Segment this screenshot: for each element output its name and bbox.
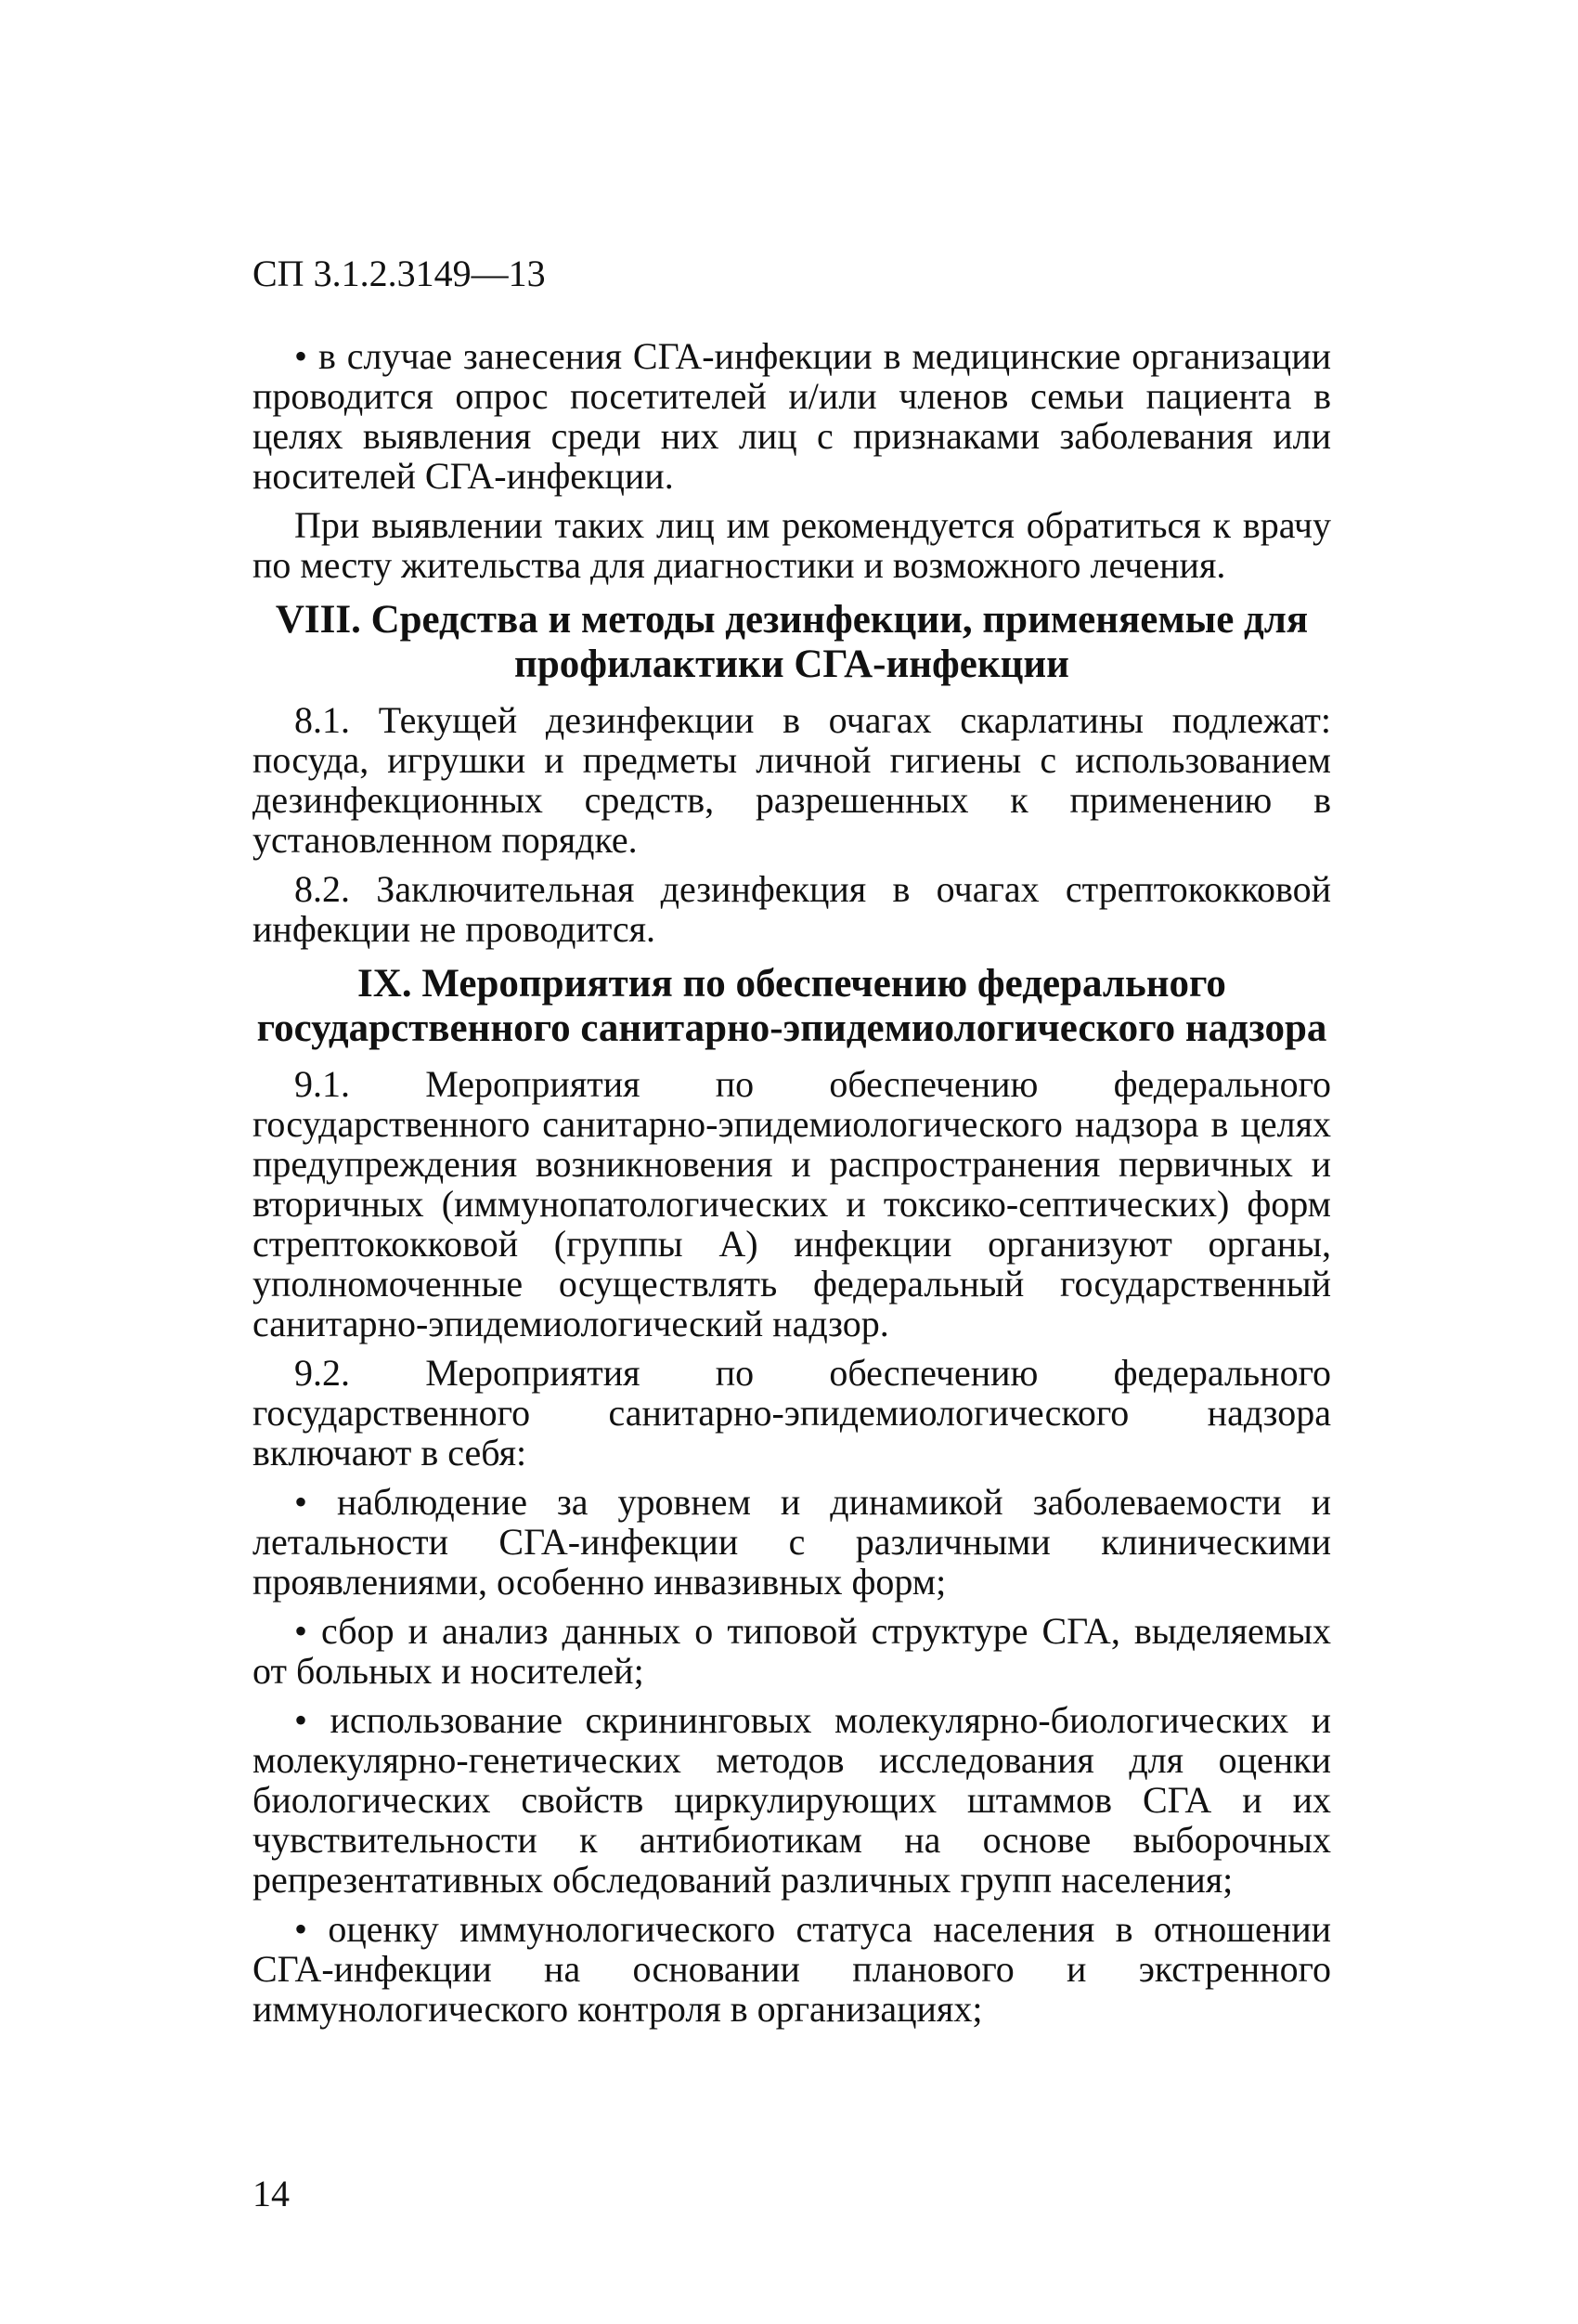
bullet-data-collection: • сбор и анализ данных о типовой структуре СГА, выделяемых от больных и носителей; xyxy=(252,1610,1331,1692)
section-title-9: IX. Мероприятия по обеспечению федерального государственного санитарно-эпидемиологического надзора xyxy=(256,962,1327,1050)
paragraph-8-1: 8.1. Текущей дезинфекции в очагах скарлатины подлежат: посуда, игрушки и предметы личной гигиены с использованием дезинфекционных средств, разрешенных к применению в установленном порядке. xyxy=(252,699,1331,861)
paragraph-bullet-visitors-survey: • в случае занесения СГА-инфекции в медицинские организации проводится опрос посетителей и/или членов семьи пациента в целях выявления среди них лиц с признаками заболевания или носителей СГА-инфекции. xyxy=(252,335,1331,497)
bullet-screening-methods: • использование скрининговых молекулярно-биологических и молекулярно-генетических методов исследования для оценки биологических свойств циркулирующих штаммов СГА и их чувствительности к антибиотикам на основе выборочных репрезентативных обследований различных групп населения; xyxy=(252,1699,1331,1901)
paragraph-9-2: 9.2. Мероприятия по обеспечению федерального государственного санитарно-эпидемиологического надзора включают в себя: xyxy=(252,1352,1331,1474)
paragraph-9-1: 9.1. Мероприятия по обеспечению федерального государственного санитарно-эпидемиологического надзора в целях предупреждения возникновения и распространения первичных и вторичных (иммунопатологических и токсико-септических) форм стрептококковой (группы А) инфекции организуют органы, уполномоченные осуществлять федеральный государственный санитарно-эпидемиологический надзор. xyxy=(252,1063,1331,1344)
bullet-immunological-status: • оценку иммунологического статуса населения в отношении СГА-инфекции на основании планового и экстренного иммунологического контроля в организациях; xyxy=(252,1908,1331,2030)
paragraph-doctor-referral: При выявлении таких лиц им рекомендуется обратиться к врачу по месту жительства для диагностики и возможного лечения. xyxy=(252,504,1331,586)
section-title-8: VIII. Средства и методы дезинфекции, применяемые для профилактики СГА-инфекции xyxy=(275,598,1309,686)
bullet-morbidity-monitoring: • наблюдение за уровнем и динамикой заболеваемости и летальности СГА-инфекции с различными клиническими проявлениями, особенно инвазивных форм; xyxy=(252,1481,1331,1603)
page-number: 14 xyxy=(252,2173,290,2214)
document-code: СП 3.1.2.3149—13 xyxy=(252,253,546,294)
paragraph-8-2: 8.2. Заключительная дезинфекция в очагах стрептококковой инфекции не проводится. xyxy=(252,868,1331,950)
document-body xyxy=(252,336,1331,2038)
